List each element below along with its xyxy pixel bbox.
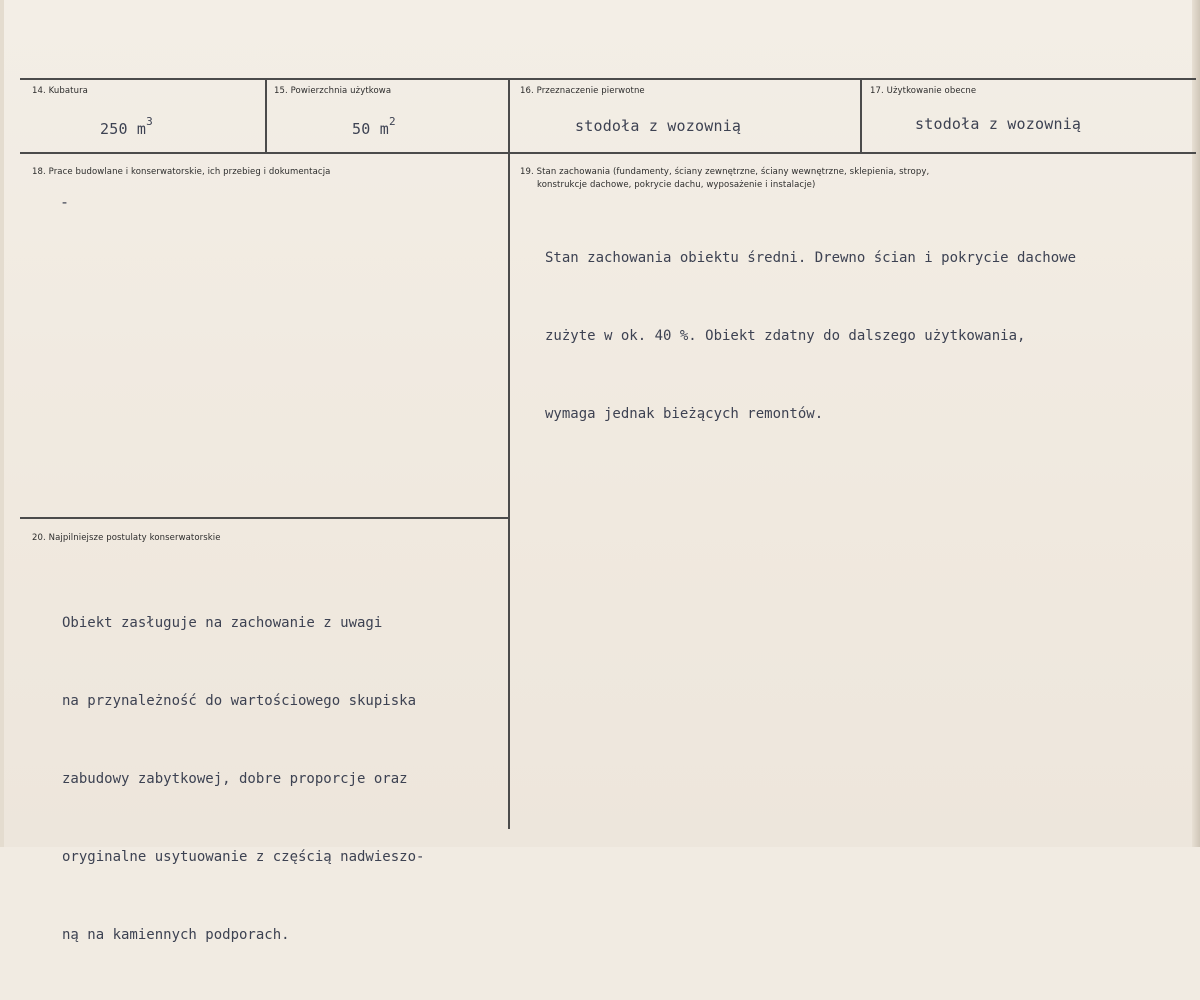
field-20-line: oryginalne usytuowanie z częścią nadwieszo-	[62, 849, 425, 865]
field-19-label-line-2: konstrukcje dachowe, pokrycie dachu, wyposażenie i instalacje)	[537, 180, 816, 190]
field-18-label: 18. Prace budowlane i konserwatorskie, ich przebieg i dokumentacja	[32, 167, 331, 177]
field-18-value: -	[60, 193, 70, 211]
field-15-label: 15. Powierzchnia użytkowa	[274, 86, 392, 96]
field-15-value	[352, 115, 396, 138]
field-19-line: zużyte w ok. 40 %. Obiekt zdatny do dalszego użytkowania,	[545, 328, 1026, 344]
card-left-edge	[0, 0, 4, 847]
field-19-line: wymaga jednak bieżących remontów.	[545, 406, 824, 422]
field-17-value: stodoła z wozownią	[915, 115, 1082, 133]
col-divider-3	[860, 79, 862, 153]
field-16-label: 16. Przeznaczenie pierwotne	[520, 86, 645, 96]
field-14-value	[100, 115, 153, 138]
section-20-top-rule	[20, 517, 509, 519]
col-divider-2	[508, 79, 510, 829]
field-17-label: 17. Użytkowanie obecne	[870, 86, 977, 96]
field-20-label: 20. Najpilniejsze postulaty konserwatorskie	[32, 533, 221, 543]
field-19-label-line-1: 19. Stan zachowania (fundamenty, ściany zewnętrzne, ściany wewnętrzne, sklepienia, stropy,	[520, 167, 930, 177]
field-19-line: Stan zachowania obiektu średni. Drewno ścian i pokrycie dachowe	[545, 250, 1077, 266]
field-15-value-text: 50 m	[352, 120, 389, 138]
row-divider-rule	[20, 152, 1196, 154]
top-rule	[20, 78, 1196, 80]
field-16-value: stodoła z wozownią	[575, 117, 742, 135]
field-20-text	[62, 558, 424, 1000]
field-15-unit-exponent: 2	[388, 115, 396, 128]
field-19-text	[545, 193, 1076, 479]
field-20-line: zabudowy zabytkowej, dobre proporcje oraz	[62, 771, 408, 787]
field-14-unit-exponent: 3	[146, 115, 153, 128]
field-14-label: 14. Kubatura	[32, 86, 88, 96]
field-20-line: ną na kamiennych podporach.	[62, 927, 290, 943]
card-right-edge	[1192, 0, 1200, 847]
col-divider-1	[265, 79, 267, 153]
field-20-line: Obiekt zasługuje na zachowanie z uwagi	[62, 615, 383, 631]
field-14-value-text: 250 m	[100, 120, 147, 138]
field-20-line: na przynależność do wartościowego skupiska	[62, 693, 417, 709]
